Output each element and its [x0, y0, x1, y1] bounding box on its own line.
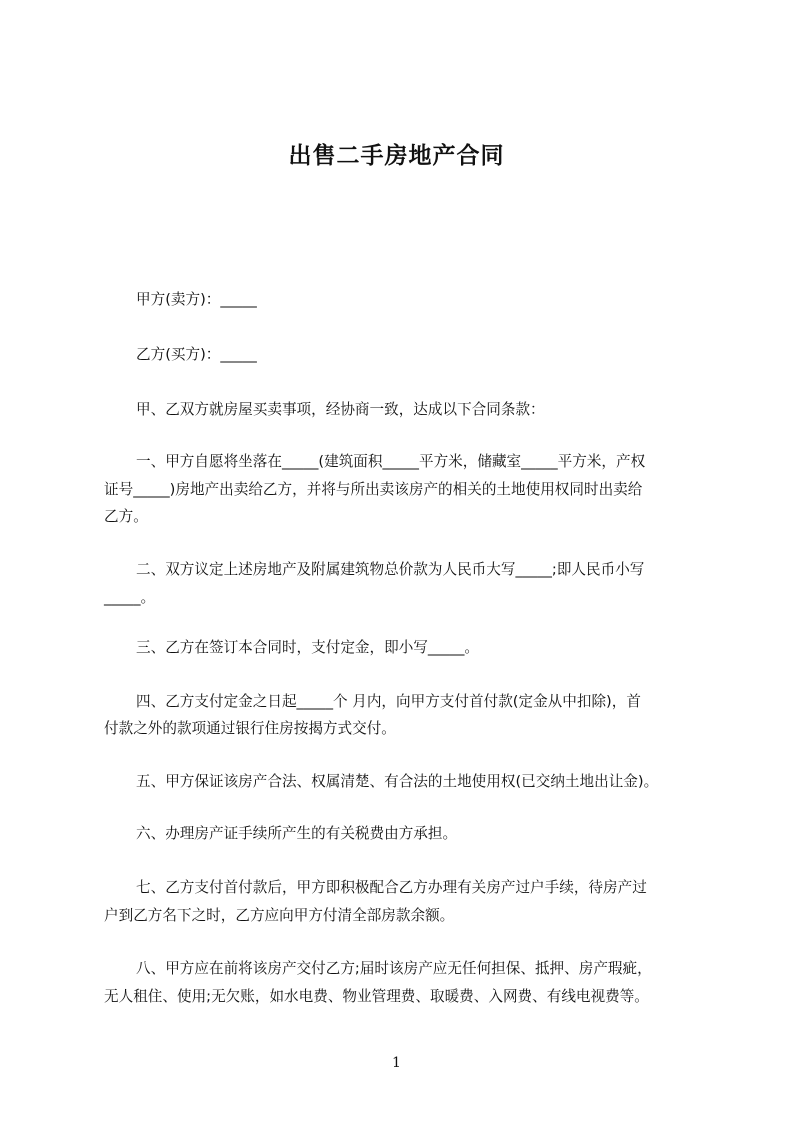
- clause-2-line-1: 二、双方议定上述房地产及附属建筑物总价款为人民币大写_____;即人民币小写: [136, 561, 645, 578]
- document-title: 出售二手房地产合同: [288, 143, 505, 169]
- clause-4-line-1: 四、乙方支付定金之日起_____个 月内，向甲方支付首付款(定金从中扣除)，首: [136, 693, 641, 710]
- party-b-line: 乙方(买方)：_____: [136, 346, 257, 363]
- clause-3-line-1: 三、乙方在签订本合同时，支付定金，即小写_____。: [136, 639, 479, 656]
- clause-2-line-2: _____。: [104, 589, 156, 606]
- clause-1-line-1: 一、甲方自愿将坐落在_____(建筑面积_____平方米，储藏室_____平方米，产权: [136, 453, 646, 470]
- intro-paragraph: 甲、乙双方就房屋买卖事项，经协商一致，达成以下合同条款：: [136, 401, 545, 418]
- clause-7-line-1: 七、乙方支付首付款后，甲方即积极配合乙方办理有关房产过户手续，待房产过: [136, 879, 647, 896]
- party-a-line: 甲方(卖方)：_____: [136, 291, 257, 308]
- clause-5-line-1: 五、甲方保证该房产合法、权属清楚、有合法的土地使用权(已交纳土地出让金)。: [136, 773, 659, 790]
- clause-4-line-2: 付款之外的款项通过银行住房按揭方式交付。: [104, 720, 396, 737]
- clause-1-line-3: 乙方。: [104, 508, 148, 525]
- clause-8-line-1: 八、甲方应在前将该房产交付乙方;届时该房产应无任何担保、抵押、房产瑕疵，: [136, 960, 652, 977]
- clause-6-line-1: 六、办理房产证手续所产生的有关税费由方承担。: [136, 825, 458, 842]
- clause-8-line-2: 无人租住、使用;无欠账，如水电费、物业管理费、取暖费、入网费、有线电视费等。: [104, 988, 649, 1005]
- clause-1-line-2: 证号_____)房地产出卖给乙方，并将与所出卖该房产的相关的土地使用权同时出卖给: [104, 481, 643, 498]
- clause-7-line-2: 户到乙方名下之时，乙方应向甲方付清全部房款余额。: [104, 907, 455, 924]
- page-number: 1: [392, 1055, 401, 1071]
